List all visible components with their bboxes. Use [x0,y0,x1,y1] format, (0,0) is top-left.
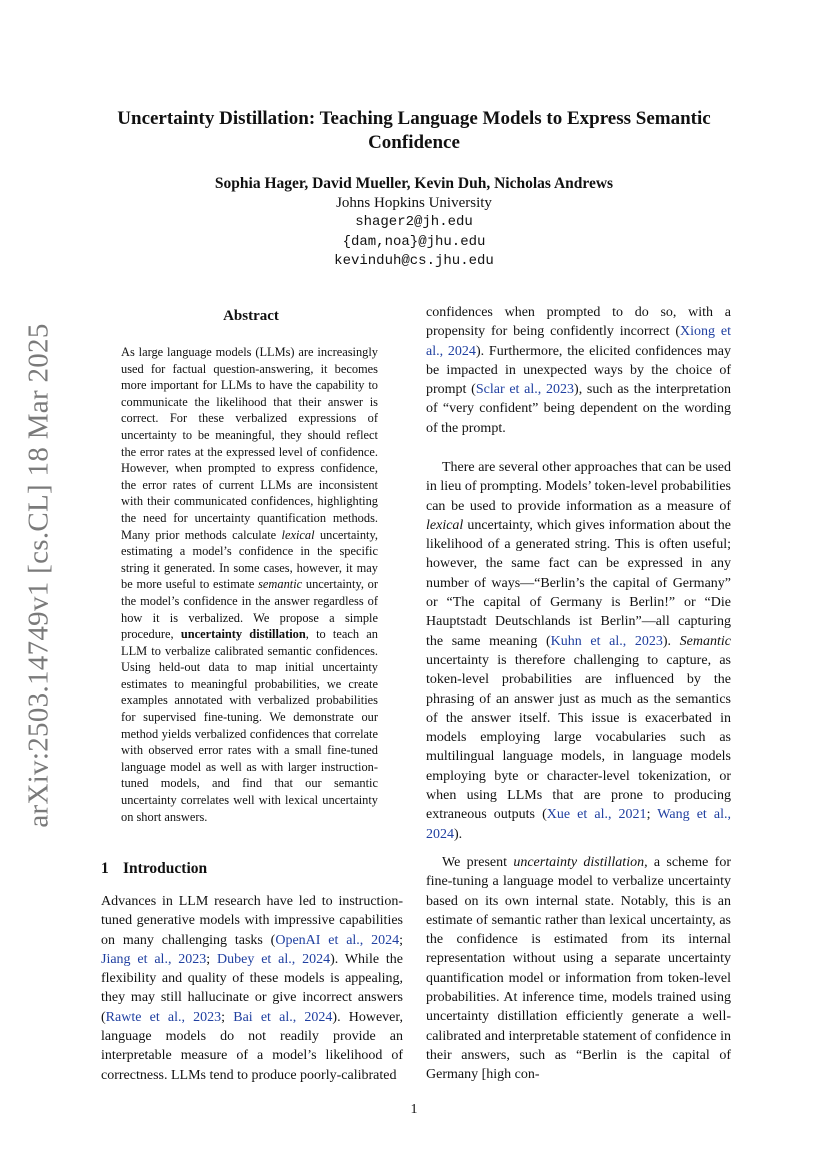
section-heading-introduction [101,859,207,879]
page-number: 1 [410,1102,418,1117]
paper-title: Uncertainty Distillation: Teaching Language Models to Express Semantic Confidence [117,108,711,153]
email-1: shager2@jh.edu [355,214,473,230]
citation-link[interactable]: OpenAI et al., 2024 [275,932,400,948]
arxiv-identifier-stamp [14,280,64,870]
citation-link[interactable]: Jiang et al., 2023 [101,951,207,967]
abstract-text: As large language models (LLMs) are increasingly used for factual question-answering, it becomes more important for LLMs to have the capability to communicate the likelihood that their answer is correct. For these verbalized expressions of uncertainty to be meaningful, they should reflect the error rates at the expressed level of confidence. However, when prompted to express confidence, the error rates of current LLMs are inconsistent with their communicated confidences, highlighting the need for uncertainty quantification methods. Many prior methods calculate [121,345,378,542]
abstract-text: , to teach an LLM to verbalize calibrated semantic confidences. Using held-out data to map initial uncertainty estimates to meaningful probabilities, we create examples annotated with verbalized probabilities for supervised fine-tuning. We demonstrate our method yields verbalized confidences that correlate with observed error rates with a small fine-tuned language model as well as with larger instruction-tuned models, and find that our semantic uncertainty correlates well with lexical uncertainty on short answers. [121,627,378,824]
arxiv-identifier-text: arXiv:2503.14749v1 [cs.CL] 18 Mar 2025 [22,322,55,828]
intro-paragraph-1: Advances in LLM research have led to instruction-tuned generative models with impressive capabilities on many challenging tasks (OpenAI et al., 2024; Jiang et al., 2023; Dubey et al., 2024). While the flexibility and quality of these models is appealing, they may still hallucinate or give incorrect answers (Rawte et al., 2023; Bai et al., 2024). However, language models do not readily provide an interpretable measure of a model’s likelihood of correctness. LLMs tend to produce poorly-calibrated [101,894,404,1083]
abstract-text: uncertainty, or the model’s confidence in the answer regardless of how it is verbalized. We propose a simple procedure, [121,577,378,642]
citation-link[interactable]: Dubey et al., 2024 [217,951,331,967]
citation-link[interactable]: Rawte et al., 2023 [105,1009,222,1025]
citation-link[interactable]: Bai et al., 2024 [233,1009,333,1025]
abstract-emphasis: semantic [258,577,303,592]
author-list: Sophia Hager, David Mueller, Kevin Duh, Nicholas Andrews [214,175,614,192]
abstract-heading: Abstract [223,308,279,324]
citation-link[interactable]: Xue et al., 2021 [546,807,647,823]
citation-link[interactable]: Xiong et al., 2024 [426,324,731,359]
intro-paragraph-2: confidences when prompted to do so, with a propensity for being confidently incorrect (Xiong et al., 2024). Furthermore, the elicited confidences may be impacted in unexpected ways by the choice of prompt (Sclar et al., 2023), such as the interpretation of “very confident” being dependent on the wording of the prompt. [426,305,731,436]
section-title: Introduction [123,860,208,877]
section-number: 1 [101,860,109,877]
email-2: {dam,noa}@jhu.edu [342,234,486,250]
author-affiliation: Johns Hopkins University [336,195,492,211]
citation-link[interactable]: Sclar et al., 2023 [475,382,575,398]
abstract-text: uncertainty, estimating a model’s confidence in the specific string it generated. In some cases, however, it may be more useful to estimate [121,527,378,592]
intro-paragraph-3: There are several other approaches that can be used in lieu of prompting. Models’ token-level probabilities can be used to provide information as a measure of lexical uncertainty, which gives information about the likelihood of a generated string. This is often useful; however, the same fact can be expressed in any number of ways—“Berlin’s the capital of Germany” or “The capital of Germany is Berlin!” or “Die Hauptstadt Deutschlands ist Berlin”—all capturing the same meaning (Kuhn et al., 2023). Semantic uncertainty is therefore challenging to capture, as token-level probabilities are influenced by the phrasing of an answer just as much as the semantics of the answer itself. This issue is exacerbated in models employing large vocabularies such as multilingual language models, in language models employing byte or character-level tokenization, or when using LLMs that are prone to producing extraneous outputs (Xue et al., 2021; Wang et al., 2024). [426,460,732,842]
abstract-body [121,344,378,825]
citation-link[interactable]: Wang et al., 2024 [426,807,732,842]
intro-paragraph-4: We present uncertainty distillation, a scheme for fine-tuning a language model to verbalize uncertainty based on its own internal state. Notably, this is an estimate of semantic rather than lexical uncertainty, as the confidence is estimated from its internal representation without using a separate uncertainty quantification model or information from token-level probabilities. At inference time, models trained using uncertainty distillation efficiently generate a well-calibrated and interpretable statement of confidence in their answers, such as “Berlin is the capital of Germany [high con- [426,855,731,1083]
email-3: kevinduh@cs.jhu.edu [334,253,494,269]
citation-link[interactable]: Kuhn et al., 2023 [550,633,663,649]
abstract-method-name: uncertainty distillation [180,627,306,642]
abstract-emphasis: lexical [281,527,315,542]
